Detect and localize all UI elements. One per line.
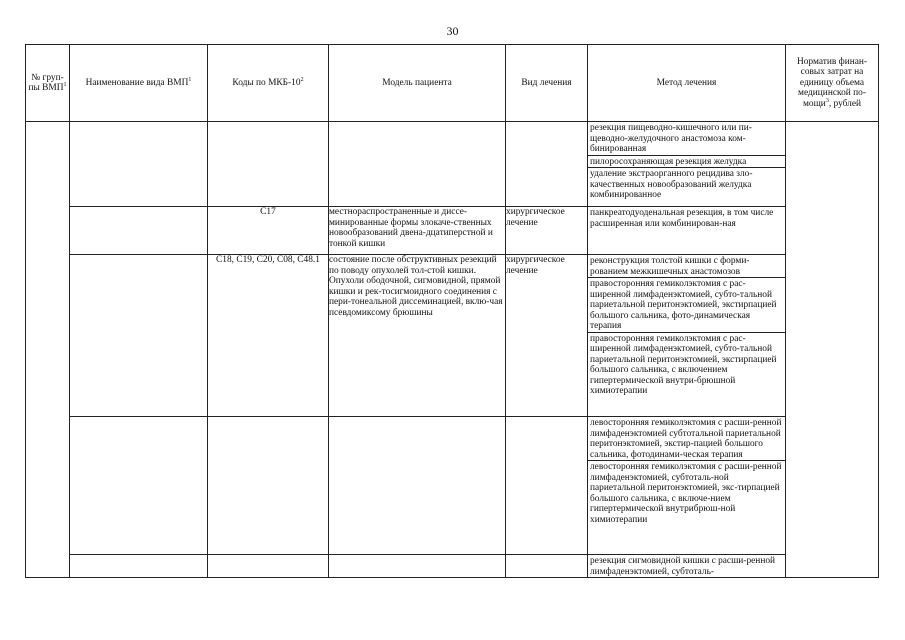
group-cell	[26, 122, 70, 578]
model-cell	[329, 122, 506, 207]
methods-cell	[588, 207, 786, 255]
header-treatment-type: Вид лечения	[506, 45, 588, 122]
methods-cell	[588, 417, 786, 555]
method-item: реконструкция толстой кишки с форми-рованием межкишечных анастомозов	[590, 256, 750, 277]
methods-cell	[588, 555, 786, 578]
treatment-cell	[506, 417, 588, 555]
method-item: резекция пищеводно-кишечного или пи-щеводно-желудочного анастомоза ком-бинированная	[590, 123, 752, 154]
page-number: 30	[446, 24, 459, 38]
table-row	[26, 555, 879, 578]
header-row	[26, 45, 879, 122]
vmp-name-cell	[70, 122, 208, 207]
vmp-name-cell	[70, 207, 208, 255]
header-mkb-codes: Коды по МКБ-$10^2$	[208, 45, 329, 122]
table-row	[26, 207, 879, 255]
codes-cell: C17	[208, 207, 329, 255]
treatment-cell	[506, 555, 588, 578]
method-item: пилоросохраняющая резекция желудка	[588, 155, 785, 168]
model-cell	[329, 555, 506, 578]
method-item: левосторонняя гемиколэктомия с расши-ренной лимфаденэктомией, субтоталь-ной париетальной перитонэктомией, экс-тирпацией большого сальника, с включе-нием гипертермической внутрибрюш-ной химиотерапии	[588, 460, 785, 525]
vmp-name-cell	[70, 417, 208, 555]
header-patient-model: Модель пациента	[329, 45, 506, 122]
methods-cell	[588, 255, 786, 417]
method-item: правосторонняя гемиколэктомия с рас-ширенной лимфаденэктомией, субто-тальной париетальной перитонэктомией, экстирпацией большого сальника, фото-динамическая терапия	[588, 277, 785, 332]
codes-cell	[208, 122, 329, 207]
method-item: резекция сигмовидной кишки с расши-ренной лимфаденэктомией, субтоталь-	[590, 556, 776, 577]
codes-cell	[208, 417, 329, 555]
cost-cell	[786, 122, 879, 578]
vmp-name-cell	[70, 555, 208, 578]
treatment-cell	[506, 122, 588, 207]
header-vmp-name: Наименование вида ВМП$^1$	[70, 45, 208, 122]
vmp-table	[25, 44, 879, 578]
codes-cell	[208, 555, 329, 578]
treatment-cell: хирургическое лечение	[506, 255, 588, 417]
table-row	[26, 417, 879, 555]
method-item: удаление экстраорганного рецидива зло-качественных новообразований желудка комбинированное	[588, 167, 785, 201]
header-treatment-method: Метод лечения	[588, 45, 786, 122]
table-row	[26, 255, 879, 417]
header-cost-norm: Норматив финан-совых затрат на единицу объема медицинской по-мощи$^3$, рублей	[786, 45, 879, 122]
method-item: панкреатодуоденальная резекция, в том числе расширенная или комбинирован-ная	[590, 208, 774, 229]
model-cell	[329, 417, 506, 555]
method-item: правосторонняя гемиколэктомия с рас-ширенной лимфаденэктомией, субто-тальной париетальной перитонэктомией, экстирпацией большого сальника, с включением гипертермической внутри-брюшной химиотерапии	[588, 332, 785, 397]
header-group-no: № груп-пы ВМП$^1$	[26, 45, 70, 122]
treatment-cell: хирургическое лечение	[506, 207, 588, 255]
method-item: левосторонняя гемиколэктомия с расши-ренной лимфаденэктомией субтотальной париетальной перитонэктомией, экстир-пацией большого сальника, фотодинами-ческая терапия	[590, 418, 782, 460]
table-row	[26, 122, 879, 207]
methods-cell	[588, 122, 786, 207]
vmp-name-cell	[70, 255, 208, 417]
codes-cell: C18, C19, C20, C08, C48.1	[208, 255, 329, 417]
model-cell: местнораспространенные и диссе-минированные формы злокаче-ственных новообразований двена-дцатиперстной и тонкой кишки	[329, 207, 506, 255]
model-cell: состояние после обструктивных резекций по поводу опухолей тол-стой кишки. Опухоли ободочной, сигмовидной, прямой кишки и рек-тосигмоидного соединения с пери-тонеальной диссеминацией, вклю-чая псевдомиксому брюшины	[329, 255, 506, 417]
